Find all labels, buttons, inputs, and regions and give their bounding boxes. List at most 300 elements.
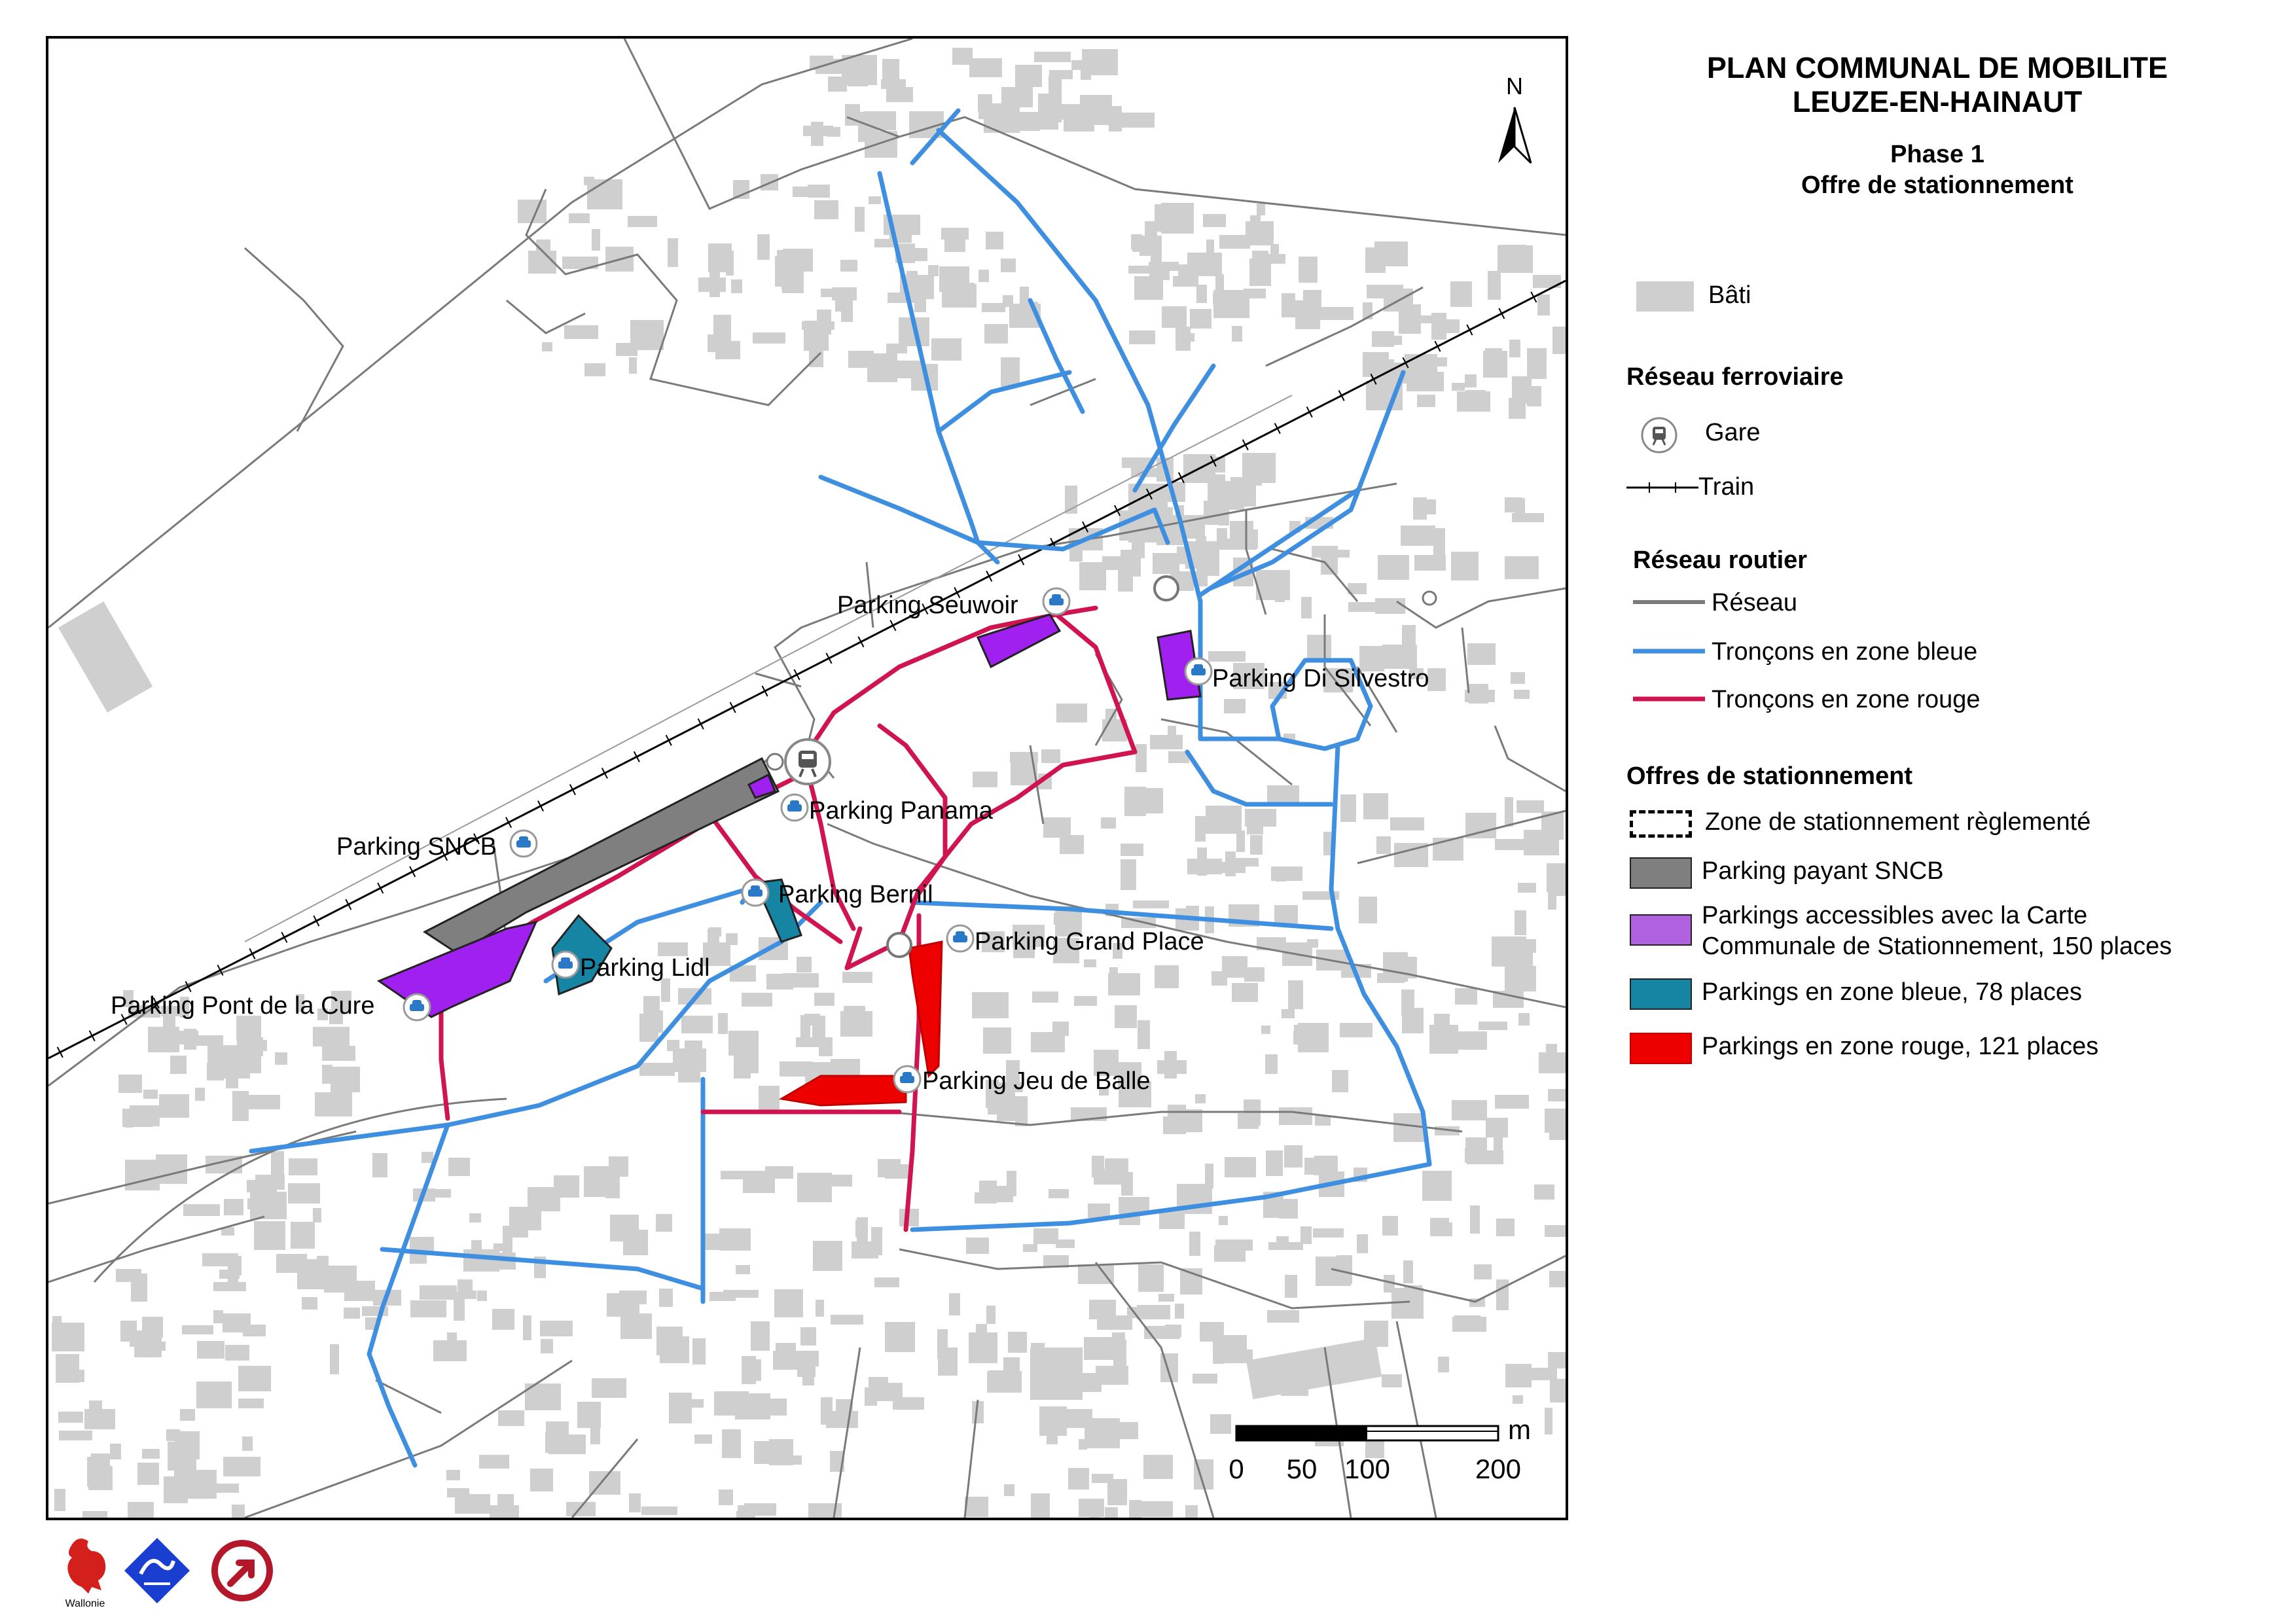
building: [685, 1041, 702, 1050]
building: [708, 929, 719, 952]
building: [59, 1431, 92, 1440]
building: [1079, 1499, 1104, 1517]
building: [313, 1208, 321, 1222]
map-title: [1610, 51, 2265, 119]
building: [678, 1064, 700, 1082]
building: [1060, 1409, 1092, 1428]
building: [1200, 1322, 1224, 1342]
building: [1518, 883, 1536, 893]
building: [1162, 306, 1187, 328]
building: [186, 1446, 200, 1459]
building: [842, 972, 872, 983]
parking-jeu-de-balle-area: [781, 1076, 906, 1105]
car-icon[interactable]: [894, 1066, 920, 1092]
building: [1267, 785, 1299, 803]
building: [447, 1488, 469, 1497]
building: [1455, 988, 1477, 1005]
building: [641, 1507, 677, 1515]
building: [1377, 973, 1405, 983]
building: [324, 1266, 357, 1293]
building: [1245, 809, 1276, 827]
scale-tick-50: 50: [1286, 1454, 1318, 1484]
building: [832, 287, 857, 300]
building: [1092, 1156, 1104, 1177]
building: [159, 1094, 189, 1118]
legend-rouge-line: [1633, 692, 1705, 705]
building: [322, 1065, 332, 1084]
building: [984, 324, 1008, 344]
building: [931, 338, 961, 361]
car-icon[interactable]: [404, 994, 430, 1020]
building: [858, 115, 871, 142]
building: [238, 1399, 264, 1408]
building: [1318, 307, 1354, 320]
building: [1285, 1275, 1297, 1298]
building: [1422, 1171, 1452, 1201]
legend-reseau: Réseau: [1712, 589, 1797, 616]
building: [1293, 1031, 1304, 1044]
building: [156, 1154, 187, 1184]
building: [584, 177, 594, 185]
building: [137, 1463, 159, 1485]
building: [734, 1054, 751, 1079]
building: [629, 1493, 641, 1512]
building: [1452, 383, 1465, 391]
car-icon[interactable]: [511, 830, 537, 857]
building: [742, 1356, 756, 1384]
building: [1261, 1026, 1270, 1034]
building: [1288, 980, 1303, 1009]
building: [1282, 1009, 1295, 1018]
building: [1119, 1197, 1149, 1213]
building: [1382, 336, 1402, 345]
car-icon[interactable]: [1043, 588, 1069, 615]
building: [1278, 908, 1289, 918]
building: [157, 1342, 166, 1351]
building: [742, 993, 772, 1007]
building: [1232, 983, 1258, 1002]
building: [1004, 1484, 1014, 1496]
building: [728, 1031, 759, 1056]
building: [1101, 817, 1116, 829]
building: [1068, 1468, 1089, 1489]
building: [982, 303, 1005, 312]
label-parking-bernil: Parking Bernil: [778, 881, 933, 908]
map-frame[interactable]: [46, 36, 1568, 1520]
building: [1054, 913, 1075, 925]
building: [1049, 1189, 1069, 1198]
building: [1178, 264, 1189, 283]
building: [605, 1177, 620, 1198]
building: [949, 1293, 960, 1315]
building: [275, 1052, 287, 1065]
building: [131, 1274, 147, 1302]
building: [776, 1343, 796, 1368]
building: [183, 1204, 220, 1216]
building: [928, 265, 939, 276]
building: [1513, 1395, 1523, 1404]
building: [1414, 555, 1446, 571]
building: [1150, 735, 1183, 749]
building: [224, 1199, 243, 1215]
building: [592, 229, 600, 251]
building: [1526, 1368, 1557, 1380]
building: [223, 1062, 250, 1079]
car-icon[interactable]: [781, 794, 808, 821]
building: [629, 357, 637, 374]
building: [1064, 111, 1094, 132]
car-icon[interactable]: [742, 880, 768, 906]
building: [330, 1344, 339, 1374]
building: [276, 1254, 307, 1273]
building: [1190, 309, 1211, 329]
building: [196, 1382, 232, 1408]
legend-bleue-places: Parkings en zone bleue, 78 places: [1702, 978, 2082, 1006]
building: [446, 1470, 460, 1480]
title-line-1: PLAN COMMUNAL DE MOBILITE: [1706, 51, 2168, 84]
map-canvas: [48, 39, 1566, 1518]
parking-labels: [111, 592, 1429, 1095]
building: [1175, 1304, 1184, 1319]
building: [723, 1290, 759, 1298]
building: [1187, 253, 1222, 276]
building: [469, 1213, 481, 1222]
car-icon[interactable]: [1185, 658, 1211, 685]
building: [1185, 1505, 1198, 1518]
building: [618, 1296, 639, 1315]
building: [1121, 1172, 1133, 1196]
building: [714, 1391, 749, 1416]
building: [1496, 1279, 1509, 1310]
building: [250, 1040, 267, 1051]
building: [969, 58, 1002, 77]
building: [1186, 333, 1194, 342]
building: [841, 298, 853, 322]
building: [886, 87, 913, 102]
building: [1336, 1255, 1352, 1284]
building: [1219, 235, 1250, 249]
building: [1196, 536, 1206, 562]
building: [1324, 550, 1350, 558]
building: [885, 1164, 911, 1179]
building: [1524, 830, 1559, 855]
building: [420, 1285, 457, 1300]
building: [1438, 1357, 1449, 1372]
building: [1549, 1115, 1566, 1140]
scale-tick-100: 100: [1344, 1454, 1391, 1484]
building: [692, 1338, 706, 1364]
legend-rouge-swatch: [1630, 1033, 1692, 1064]
building: [1110, 1422, 1138, 1439]
building: [1208, 651, 1246, 662]
building: [225, 1345, 249, 1361]
building: [1434, 1014, 1450, 1035]
building: [120, 1321, 137, 1342]
building: [708, 243, 732, 272]
building: [736, 1511, 749, 1518]
building: [1118, 563, 1133, 592]
car-icon[interactable]: [947, 925, 973, 952]
building: [694, 1435, 712, 1444]
legend-train: Train: [1698, 473, 1755, 501]
label-parking-lidl: Parking Lidl: [580, 954, 710, 982]
building: [1195, 1094, 1206, 1103]
building: [1115, 1005, 1137, 1028]
building: [1537, 294, 1550, 315]
building: [1539, 1052, 1566, 1073]
building: [751, 1321, 770, 1351]
building: [479, 1455, 509, 1469]
building: [1009, 112, 1040, 131]
building: [1153, 553, 1179, 574]
building: [1138, 1020, 1150, 1049]
building: [1049, 75, 1062, 103]
building: [1301, 597, 1312, 618]
legend-road-heading: Réseau routier: [1633, 546, 1808, 574]
building: [639, 1063, 675, 1076]
building: [941, 228, 969, 240]
building: [1516, 800, 1544, 813]
building: [978, 270, 989, 282]
building: [765, 1166, 793, 1179]
label-parking-seuwoir: Parking Seuwoir: [837, 592, 1018, 619]
building: [986, 232, 1003, 249]
building: [1376, 836, 1391, 854]
building: [542, 342, 552, 351]
building: [1158, 1294, 1174, 1302]
building: [1230, 858, 1259, 866]
building: [344, 1308, 360, 1319]
building: [1340, 1023, 1372, 1037]
phase-label: Phase 1: [1890, 141, 1984, 168]
building: [867, 353, 897, 382]
building: [58, 1412, 83, 1423]
building: [1107, 1479, 1127, 1505]
building: [1043, 817, 1071, 838]
building: [454, 1292, 465, 1321]
building: [1357, 1234, 1368, 1253]
building: [1134, 276, 1163, 300]
building: [755, 1397, 767, 1407]
building: [1242, 453, 1276, 483]
building: [247, 1180, 277, 1192]
building: [1433, 528, 1445, 555]
building: [118, 1075, 142, 1093]
building: [1128, 266, 1150, 274]
building: [190, 1035, 223, 1046]
building: [628, 216, 657, 227]
building: [721, 1171, 753, 1179]
building: [1088, 1204, 1110, 1218]
building: [1133, 901, 1169, 908]
building: [148, 1027, 179, 1052]
building: [182, 1325, 213, 1334]
building: [1375, 363, 1412, 383]
building: [1279, 1107, 1312, 1125]
building: [669, 1393, 692, 1423]
building: [1015, 1096, 1028, 1126]
building: [731, 279, 742, 293]
building: [245, 1095, 280, 1109]
building: [1105, 1507, 1118, 1518]
building: [855, 207, 865, 232]
building: [797, 957, 812, 972]
building: [1454, 1315, 1480, 1329]
building: [195, 1088, 205, 1101]
train-line-symbol: [1626, 478, 1698, 497]
building: [336, 1028, 350, 1054]
building: [1079, 562, 1106, 590]
building: [243, 1325, 266, 1336]
building: [1015, 65, 1042, 87]
wallonie-rooster-logo: [52, 1531, 118, 1610]
logos: [46, 1531, 308, 1610]
building: [909, 248, 927, 261]
building: [88, 1466, 113, 1490]
building: [831, 1175, 852, 1186]
building: [1225, 1157, 1256, 1177]
building: [668, 238, 678, 267]
building: [781, 260, 800, 290]
label-parking-panama: Parking Panama: [809, 797, 993, 825]
building: [1143, 1455, 1173, 1479]
legend-rail-heading: Réseau ferroviaire: [1626, 363, 1844, 391]
building: [1382, 1216, 1398, 1236]
building: [1206, 806, 1242, 834]
building: [831, 1315, 863, 1325]
building: [1430, 1218, 1449, 1232]
building: [865, 1387, 877, 1406]
building: [1552, 327, 1566, 354]
building: [1307, 635, 1331, 662]
train-icon[interactable]: [767, 740, 830, 784]
building: [1271, 866, 1302, 881]
building: [1406, 315, 1436, 323]
legend-zone-rouge: Tronçons en zone rouge: [1712, 686, 1981, 713]
building: [1020, 287, 1029, 304]
svg-text:N: N: [1506, 73, 1523, 99]
legend-carte-line-1: Parkings accessibles avec la Carte: [1702, 902, 2088, 929]
building: [213, 1310, 223, 1323]
car-icon[interactable]: [552, 952, 579, 978]
building: [800, 1327, 816, 1346]
building: [1155, 204, 1185, 232]
building: [1282, 293, 1295, 317]
building: [1375, 598, 1405, 614]
building: [783, 973, 819, 988]
building: [774, 1289, 803, 1317]
building: [271, 1151, 284, 1177]
building: [541, 1339, 553, 1353]
building: [590, 1416, 600, 1444]
building: [886, 344, 907, 353]
building: [1402, 1008, 1424, 1033]
building: [770, 1399, 787, 1416]
building: [84, 1409, 115, 1429]
legend-bleue-swatch: [1630, 978, 1692, 1010]
building: [1323, 832, 1331, 855]
building: [869, 196, 881, 204]
building: [855, 1220, 866, 1237]
building: [1196, 285, 1207, 303]
building: [797, 1173, 832, 1202]
building: [1265, 1054, 1278, 1074]
legend-sncb: Parking payant SNCB: [1702, 857, 1944, 885]
building: [1439, 319, 1460, 333]
building: [1401, 526, 1435, 546]
north-arrow-icon: [1498, 73, 1531, 163]
building: [1032, 991, 1058, 1003]
building: [1548, 882, 1556, 910]
building: [973, 772, 997, 787]
building: [463, 1249, 499, 1272]
building: [1001, 87, 1033, 107]
label-parking-jeu-de-balle: Parking Jeu de Balle: [922, 1067, 1151, 1095]
building: [980, 1186, 1013, 1202]
building: [1299, 257, 1318, 283]
building: [1492, 936, 1526, 967]
building: [677, 1399, 704, 1408]
building: [1151, 245, 1162, 262]
building: [1300, 1226, 1312, 1244]
building: [1214, 1245, 1246, 1262]
building: [960, 283, 975, 305]
building: [1230, 521, 1253, 548]
building: [610, 1215, 639, 1241]
building: [1505, 966, 1536, 991]
building: [1313, 1228, 1344, 1238]
building: [170, 1056, 187, 1074]
building: [1359, 897, 1377, 923]
label-parking-grand-place: Parking Grand Place: [975, 928, 1204, 955]
building: [885, 1322, 915, 1352]
building: [447, 1332, 457, 1351]
building: [1187, 859, 1222, 874]
building: [1034, 52, 1071, 62]
building: [1284, 1145, 1302, 1168]
building: [315, 1092, 352, 1116]
building: [1515, 910, 1526, 935]
building: [1165, 1325, 1181, 1337]
building: [1534, 1185, 1554, 1200]
legend-carte-swatch: [1630, 914, 1692, 946]
building: [1470, 1205, 1480, 1234]
building: [814, 993, 834, 1006]
building: [1238, 1113, 1259, 1129]
building: [1149, 262, 1179, 271]
building: [566, 1502, 596, 1516]
building: [816, 1300, 824, 1317]
building: [759, 1086, 780, 1110]
building: [656, 1214, 672, 1232]
building: [845, 104, 860, 126]
building: [530, 1469, 553, 1491]
building: [125, 1160, 160, 1190]
building: [1081, 67, 1091, 80]
building: [184, 1470, 217, 1499]
building: [793, 187, 812, 197]
building: [1003, 1357, 1020, 1372]
building: [1141, 1501, 1173, 1517]
building: [1266, 1150, 1283, 1176]
building: [1545, 1225, 1566, 1237]
building: [1417, 395, 1435, 407]
building: [1195, 816, 1206, 842]
building: [660, 1336, 689, 1363]
building: [1208, 481, 1244, 510]
wallonie-logo-text: Wallonie: [65, 1598, 105, 1609]
label-parking-di-silvestro: Parking Di Silvestro: [1212, 665, 1429, 692]
